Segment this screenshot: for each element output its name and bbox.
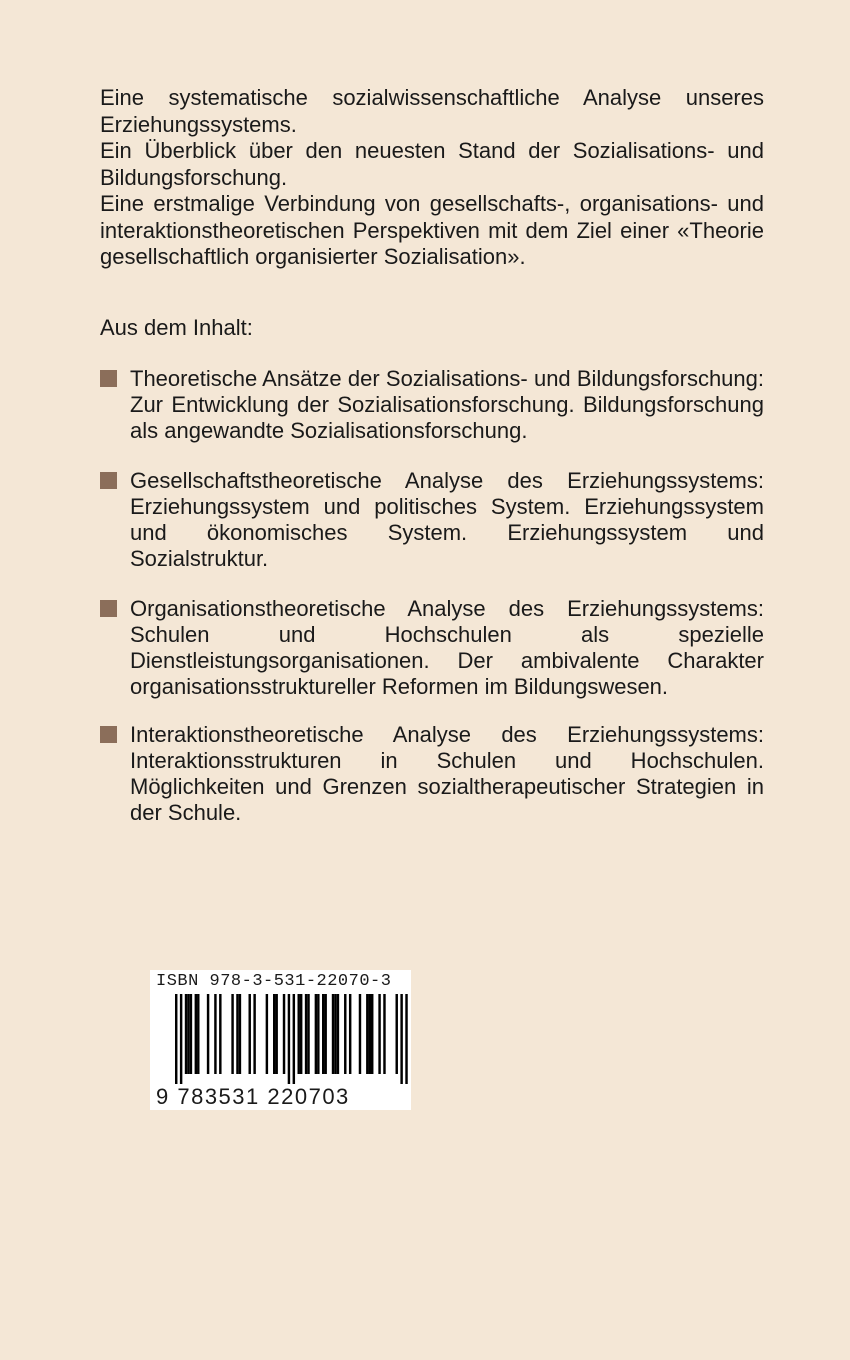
barcode-bar — [322, 994, 324, 1074]
square-bullet-icon — [100, 472, 117, 489]
barcode-bar — [383, 994, 385, 1074]
barcode-bar — [190, 994, 192, 1074]
barcode-bar — [396, 994, 398, 1074]
barcode-bar — [305, 994, 307, 1074]
barcode — [150, 970, 411, 1110]
barcode-bar — [378, 994, 380, 1074]
barcode-bar — [298, 994, 300, 1074]
barcode-bar — [334, 994, 336, 1074]
intro-text — [100, 85, 764, 271]
contents-heading: Aus dem Inhalt: — [100, 315, 253, 340]
square-bullet-icon — [100, 726, 117, 743]
barcode-bar — [293, 994, 295, 1084]
barcode-bar — [405, 994, 407, 1084]
barcode-bar — [197, 994, 199, 1074]
barcode-bar — [315, 994, 317, 1074]
contents-section-2 — [100, 468, 764, 572]
contents-section-3 — [100, 596, 764, 700]
barcode-bar — [324, 994, 326, 1074]
barcode-bar — [337, 994, 339, 1074]
barcode-bar — [366, 994, 368, 1074]
barcode-bar — [180, 994, 182, 1084]
barcode-bar — [349, 994, 351, 1074]
barcode-bar — [400, 994, 402, 1084]
barcode-bar — [207, 994, 209, 1074]
section-text: Theoretische Ansätze der Sozialisations- und Bildungsforschung: Zur Entwicklung der Sozialisationsforschung. Bildungsforschung als angewandte Sozialisationsforschung. — [130, 366, 764, 443]
contents-section-4 — [100, 722, 764, 826]
barcode-bar — [239, 994, 241, 1074]
barcode-bar — [275, 994, 277, 1074]
barcode-bar — [273, 994, 275, 1074]
intro-line-1: Eine systematische sozialwissenschaftliche Analyse unseres Erziehungssystems. — [100, 85, 764, 137]
barcode-bar — [317, 994, 319, 1074]
barcode-bar — [300, 994, 302, 1074]
square-bullet-icon — [100, 370, 117, 387]
intro-line-2: Ein Überblick über den neuesten Stand der Sozialisations- und Bildungsforschung. — [100, 138, 764, 190]
barcode-bar — [288, 994, 290, 1084]
barcode-bars — [150, 994, 411, 1086]
barcode-bar — [175, 994, 177, 1084]
contents-section-1 — [100, 366, 764, 444]
barcode-bar — [283, 994, 285, 1074]
intro-line-3: Eine erstmalige Verbindung von gesellschafts-, organisations- und interaktionstheoretischen Perspektiven mit dem Ziel einer «Theorie gesellschaftlich organisierter Sozialisation». — [100, 191, 764, 269]
barcode-bar — [371, 994, 373, 1074]
barcode-bar — [187, 994, 189, 1074]
barcode-bar — [219, 994, 221, 1074]
barcode-bar — [214, 994, 216, 1074]
barcode-bar — [369, 994, 371, 1074]
section-text: Organisationstheoretische Analyse des Erziehungssystems: Schulen und Hochschulen als spezielle Dienstleistungsorganisationen. Der ambivalente Charakter organisationsstruktureller Reformen im Bildungswesen. — [130, 596, 764, 699]
barcode-bar — [249, 994, 251, 1074]
barcode-bar — [185, 994, 187, 1074]
section-text: Gesellschaftstheoretische Analyse des Erziehungssystems: Erziehungssystem und politisches System. Erziehungssystem und ökonomisches System. Erziehungssystem und Sozialstruktur. — [130, 468, 764, 571]
barcode-bar — [253, 994, 255, 1074]
barcode-digits: 9 783531 220703 — [156, 1084, 350, 1109]
section-text: Interaktionstheoretische Analyse des Erziehungssystems: Interaktionsstrukturen in Schulen und Hochschulen. Möglichkeiten und Grenzen sozialtherapeutischer Strategien in der Schule. — [130, 722, 764, 825]
barcode-bar — [307, 994, 309, 1074]
barcode-bar — [231, 994, 233, 1074]
barcode-bar — [236, 994, 238, 1074]
barcode-bar — [344, 994, 346, 1074]
barcode-bar — [332, 994, 334, 1074]
barcode-bar — [359, 994, 361, 1074]
square-bullet-icon — [100, 600, 117, 617]
barcode-bar — [195, 994, 197, 1074]
barcode-bar — [266, 994, 268, 1074]
isbn-label: ISBN 978-3-531-22070-3 — [156, 972, 392, 991]
